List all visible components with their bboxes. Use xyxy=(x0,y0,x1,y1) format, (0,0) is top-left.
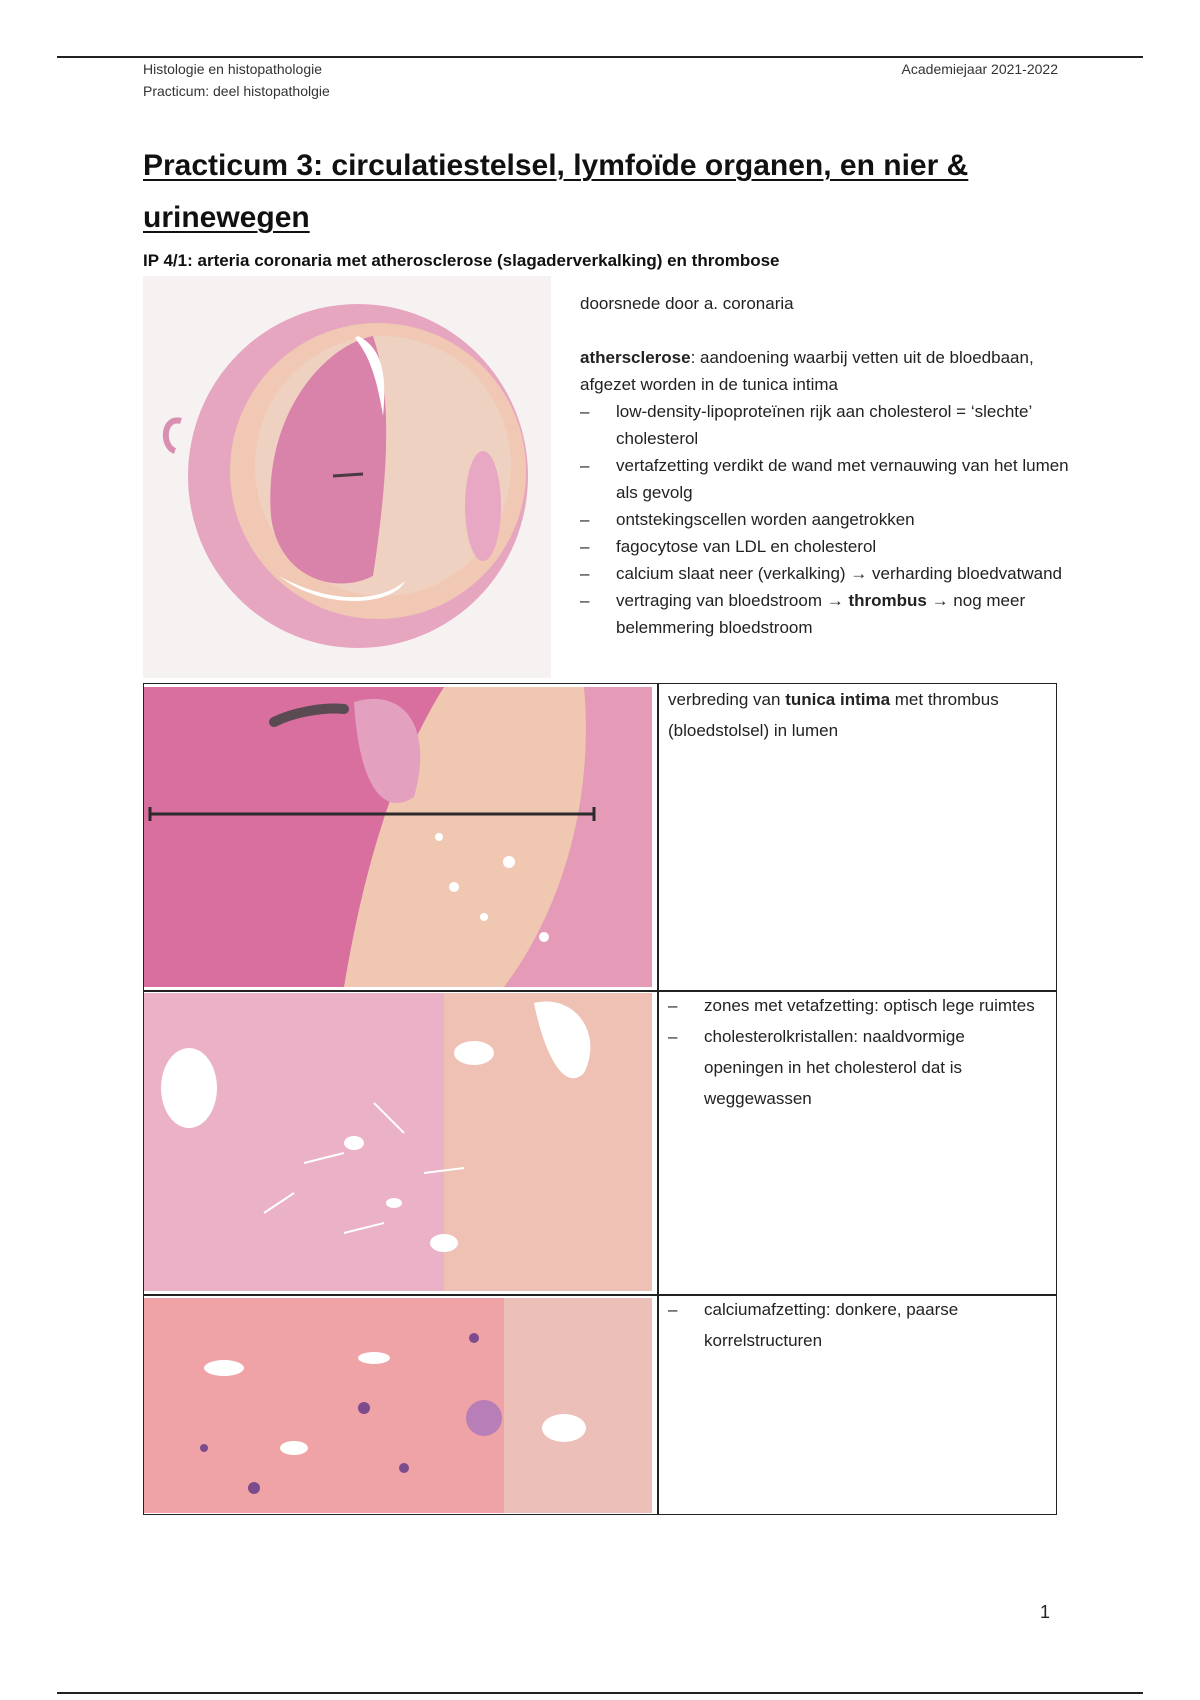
calcium-deposits-image xyxy=(144,1298,652,1513)
header-year: Academiejaar 2021-2022 xyxy=(901,61,1058,77)
image-table xyxy=(143,683,1057,1515)
intro-text xyxy=(580,290,1080,641)
intro-caption: doorsnede door a. coronaria xyxy=(580,294,794,313)
table-divider xyxy=(657,684,659,1514)
table-cell-row-2 xyxy=(668,990,1048,1114)
intro-bullet-list xyxy=(580,398,1080,641)
header-left xyxy=(143,58,330,102)
coronary-overview-image xyxy=(143,276,551,678)
header-course: Histologie en histopathologie xyxy=(143,61,323,77)
list-item: – calcium slaat neer (verkalking) → verharding bloedvatwand xyxy=(580,560,1080,587)
header-part: Practicum: deel histopatholgie xyxy=(143,83,330,99)
list-item: – vertraging van bloedstroom → thrombus → nog meer belemmering bloedstroom xyxy=(580,587,1080,641)
definition-term: athersclerose xyxy=(580,348,691,367)
page-title: Practicum 3: circulatiestelsel, lymfoïde organen, en nier & urinewegen xyxy=(143,149,969,234)
list-item: – low-density-lipoproteïnen rijk aan cholesterol = ‘slechte’ cholesterol xyxy=(580,398,1080,452)
thrombus-intima-image xyxy=(144,687,652,987)
page-number: 1 xyxy=(1040,1602,1051,1622)
list-item: – cholesterolkristallen: naaldvormige openingen in het cholesterol dat is weggewassen xyxy=(668,1021,1048,1114)
list-item: – vertafzetting verdikt de wand met vernauwing van het lumen als gevolg xyxy=(580,452,1080,506)
definition xyxy=(580,344,1080,398)
footer-rule xyxy=(57,1692,1143,1694)
section-subtitle: IP 4/1: arteria coronaria met atherosclerose (slagaderverkalking) en thrombose xyxy=(143,251,780,270)
definition-text: : aandoening waarbij vetten uit de bloedbaan, afgezet worden in de tunica intima xyxy=(580,348,1034,394)
list-item: – zones met vetafzetting: optisch lege ruimtes xyxy=(668,990,1048,1021)
table-cell-row-3 xyxy=(668,1294,1048,1356)
list-item: – fagocytose van LDL en cholesterol xyxy=(580,533,1080,560)
list-item: – calciumafzetting: donkere, paarse korrelstructuren xyxy=(668,1294,1048,1356)
list-item: – ontstekingscellen worden aangetrokken xyxy=(580,506,1080,533)
lipid-deposits-image xyxy=(144,993,652,1291)
table-cell-row-1: verbreding van tunica intima met thrombus (bloedstolsel) in lumen xyxy=(668,690,999,740)
